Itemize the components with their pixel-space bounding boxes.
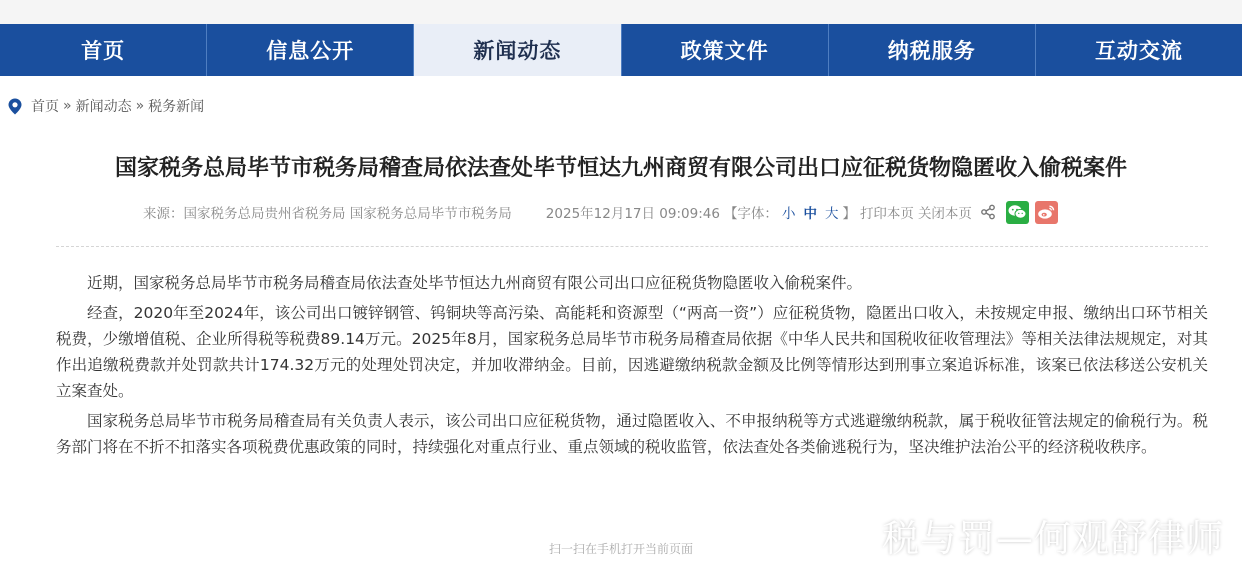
nav-item-home[interactable]: 首页 xyxy=(0,24,207,76)
breadcrumb-separator: » xyxy=(63,98,72,114)
breadcrumb-separator: » xyxy=(135,98,145,114)
breadcrumb xyxy=(8,96,204,116)
article-paragraph: 近期，国家税务总局毕节市税务局稽查局依法查处毕节恒达九州商贸有限公司出口应征税货物隐匿收入偷税案件。 xyxy=(87,274,863,292)
scan-qr-hint: 扫一扫在手机打开当前页面 xyxy=(548,542,693,556)
top-strip xyxy=(0,0,1242,24)
article-paragraph: 经查，2020年至2024年，该公司出口镀锌钢管、钨铜块等高污染、高能耗和资源型（“两高一资”）应征税货物，隐匿出口收入，未按规定申报、缴纳出口环节相关税费，少缴增值税、企业所得税等税费89.14万元。2025年8月，国家税务总局毕节市税务局稽查局依据《中华人民共和国税收征收管理法》等相关法律法规规定，对其作出追缴税费款并处罚款共计174.32万元的处理处罚决定，并加收滞纳金。目前，因逃避缴纳税款金额及比例等情形达到刑事立案追诉标准，该案已依法移送公安机关立案查处。 xyxy=(56,304,1208,400)
nav-item-info-disclosure[interactable]: 信息公开 xyxy=(207,24,414,76)
article-body xyxy=(56,270,1208,464)
breadcrumb-home[interactable]: 首页 xyxy=(31,99,59,115)
font-size-large-button[interactable]: 大 xyxy=(824,206,839,222)
font-size-bracket-open: 【字体： xyxy=(723,206,778,222)
font-size-small-button[interactable]: 小 xyxy=(781,206,796,222)
article-paragraph: 国家税务总局毕节市税务局稽查局有关负责人表示，该公司出口应征税货物，通过隐匿收入、不申报纳税等方式逃避缴纳税款，属于税收征管法规定的偷税行为。税务部门将在不折不扣落实各项税费优惠政策的同时，持续强化对重点行业、重点领域的税收监管，依法查处各类偷逃税行为，坚决维护法治公平的经济税收秩序。 xyxy=(56,412,1208,456)
nav-item-tax-services[interactable]: 纳税服务 xyxy=(829,24,1036,76)
breadcrumb-news[interactable]: 新闻动态 xyxy=(75,99,132,115)
article-title: 国家税务总局毕节市税务局稽查局依法查处毕节恒达九州商贸有限公司出口应征税货物隐匿收入偷税案件 xyxy=(114,155,1127,181)
article-source: 来源：国家税务总局贵州省税务局 国家税务总局毕节市税务局 xyxy=(143,206,512,222)
close-page-button[interactable]: 关闭本页 xyxy=(917,206,972,222)
share-icon[interactable] xyxy=(980,204,996,220)
nav-item-policy-documents[interactable]: 政策文件 xyxy=(622,24,829,76)
location-pin-icon xyxy=(8,98,22,115)
article-meta xyxy=(143,200,1058,224)
article-datetime: 2025年12月17日 09:09:46 xyxy=(545,206,720,222)
wechat-share-icon[interactable] xyxy=(1006,201,1029,224)
weibo-share-icon[interactable] xyxy=(1035,201,1058,224)
watermark: 税与罚—何观舒律师 xyxy=(882,517,1224,560)
print-page-button[interactable]: 打印本页 xyxy=(859,206,914,222)
main-nav xyxy=(0,24,1242,76)
meta-divider xyxy=(56,246,1208,247)
font-size-medium-button[interactable]: 中 xyxy=(803,206,817,222)
nav-item-interaction[interactable]: 互动交流 xyxy=(1094,39,1183,63)
breadcrumb-tax-news[interactable]: 税务新闻 xyxy=(148,99,205,115)
nav-item-news[interactable]: 新闻动态 xyxy=(414,24,621,76)
font-size-bracket-close: 】 xyxy=(842,206,856,222)
